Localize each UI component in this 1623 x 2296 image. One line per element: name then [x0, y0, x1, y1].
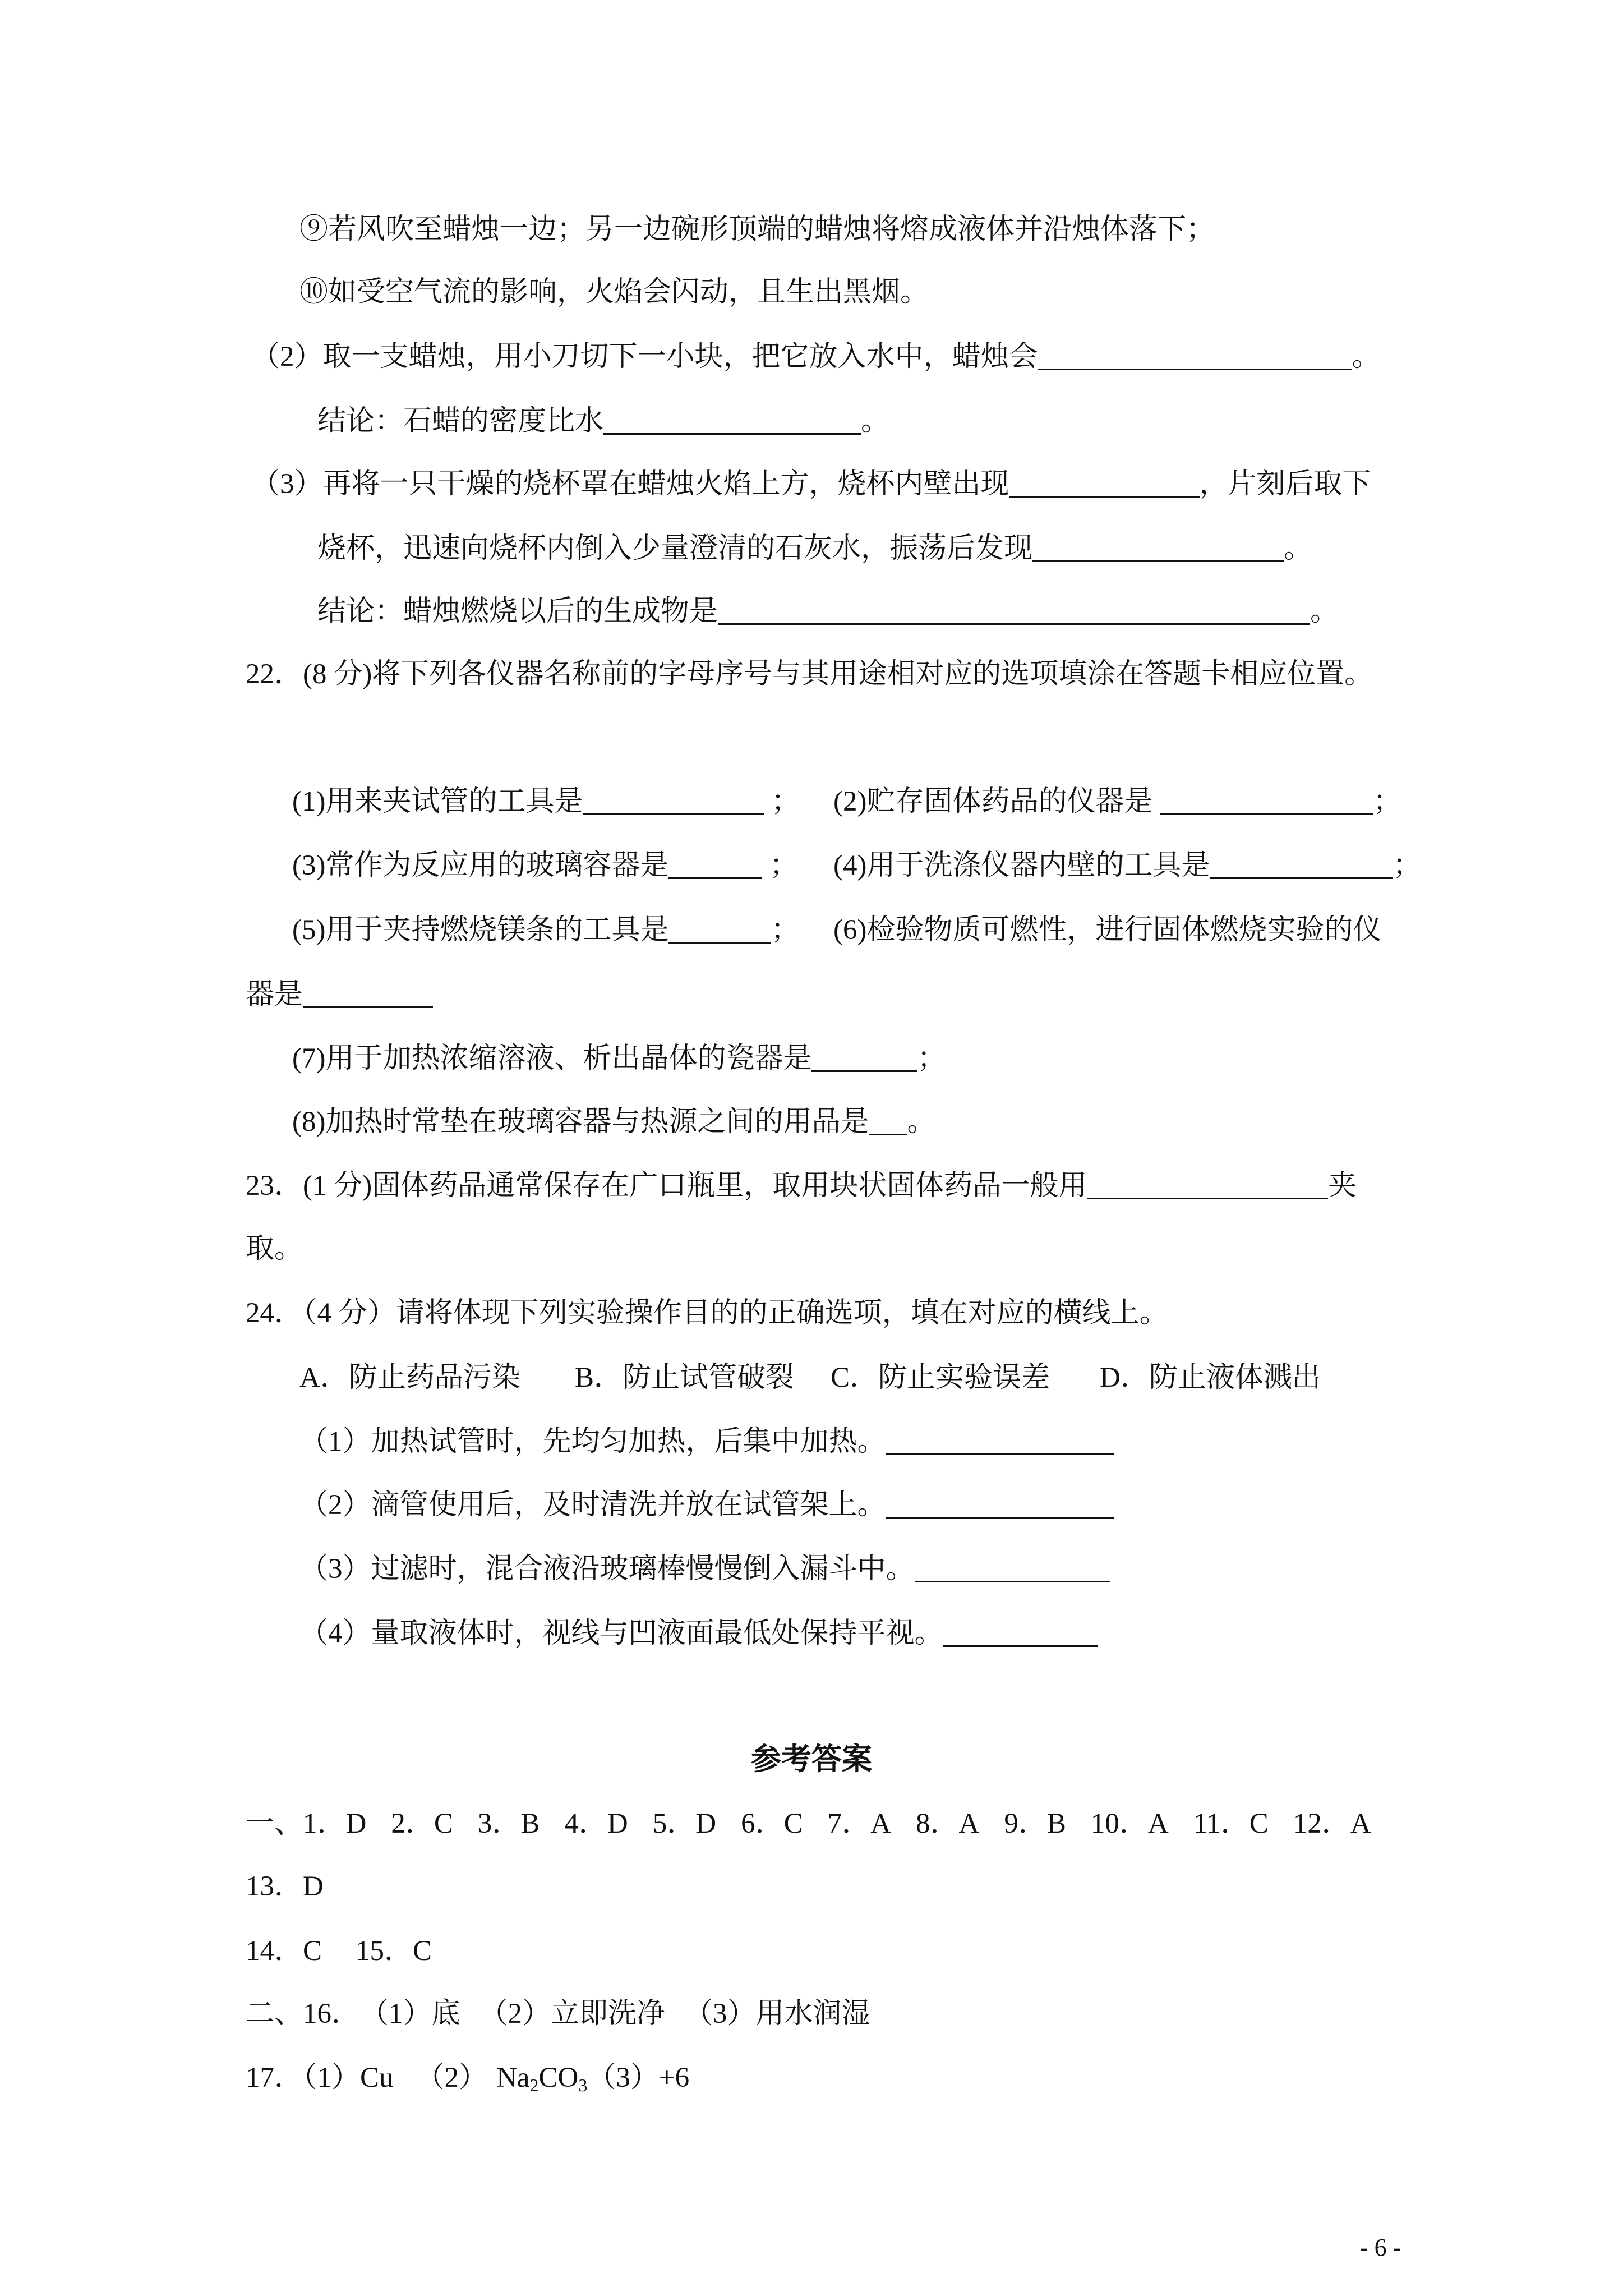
answers-q17	[246, 2061, 689, 2095]
chemical-formula	[496, 2062, 587, 2093]
q23-wrap: 取。	[246, 1233, 303, 1264]
answer-item: （1）Cu	[303, 2062, 394, 2093]
q17-label: 17．	[246, 2062, 303, 2093]
answer-blank	[668, 916, 771, 944]
q24-item-4-text: （4）量取液体时，视线与凹液面最低处保持平视。	[299, 1618, 943, 1649]
punctuation: ；	[1393, 850, 1422, 881]
answer-item: 4．D	[564, 1808, 628, 1839]
q22-item-8-text: (8)加热时常垫在玻璃容器与热源之间的用品是	[292, 1106, 869, 1138]
punctuation: ；	[917, 1043, 946, 1074]
q24-option-c: C．防止实验误差	[831, 1362, 1050, 1393]
q21-part3-continuation: 烧杯，迅速向烧杯内倒入少量澄清的石灰水，振荡后发现	[317, 533, 1033, 564]
answers-section-2	[246, 1997, 870, 2031]
answer-item: （3）+6	[587, 2062, 690, 2093]
q21-part3-conclusion-line	[317, 595, 1339, 628]
q21-part3-continuation-line	[317, 532, 1312, 565]
q24-option-b: B．防止试管破裂	[575, 1362, 795, 1393]
q21-part3-line	[251, 467, 1371, 501]
punctuation: ；	[764, 786, 800, 817]
answer-blank	[1009, 470, 1200, 498]
formula-subscript: 3	[578, 2075, 588, 2095]
answer-item: 8．A	[915, 1808, 980, 1839]
q21-part2-line	[251, 340, 1381, 374]
answer-blank	[1087, 1172, 1328, 1199]
q24-item-3-text: （3）过滤时，混合液沿玻璃棒慢慢倒入漏斗中。	[299, 1553, 915, 1585]
answer-item: （1）底	[360, 1998, 460, 2030]
q22-item-6-wrap-text: 器是	[246, 979, 303, 1010]
q22-item-8	[292, 1105, 936, 1139]
answer-blank	[886, 1428, 1114, 1455]
answer-blank	[1038, 343, 1352, 370]
q22-item-3-text: (3)常作为反应用的玻璃容器是	[292, 850, 669, 881]
q22-item-1-text: (1)用来夹试管的工具是	[292, 786, 583, 817]
q21-observation-10: ⑩如受空气流的影响，火焰会闪动，且生出黑烟。	[299, 277, 929, 308]
q21-part2-conclusion-line	[317, 404, 889, 438]
q22-item-6-wrap	[246, 978, 433, 1011]
punctuation: 。	[1284, 533, 1313, 564]
q21-observation-9: ⑨若风吹至蜡烛一边；另一边碗形顶端的蜡烛将熔成液体并沿烛体落下；	[299, 214, 1215, 245]
answers-line-3	[246, 1934, 432, 1968]
q21-part3-mid: ，片刻后取下	[1199, 468, 1371, 500]
q24-item-2	[299, 1488, 1114, 1522]
answer-item: 7．A	[827, 1808, 891, 1839]
punctuation: 。	[1310, 596, 1339, 627]
q22-item-7	[292, 1042, 946, 1075]
answer-blank	[811, 1045, 917, 1072]
formula-subscript: 2	[529, 2075, 539, 2095]
q22-stem: 22．(8 分)将下列各仪器名称前的字母序号与其用途相对应的选项填涂在答题卡相应位置。	[246, 659, 1373, 690]
answer-blank	[1160, 788, 1373, 815]
punctuation: 。	[861, 406, 890, 437]
q22-item-4	[833, 849, 1421, 882]
q24-item-1	[299, 1425, 1114, 1458]
q22-item-4-text: (4)用于洗涤仪器内壁的工具是	[833, 850, 1210, 881]
q22-item-3	[292, 849, 798, 882]
answer-blank	[1032, 535, 1284, 562]
page-number: - 6 -	[1360, 2234, 1401, 2261]
answer-blank	[886, 1491, 1114, 1519]
q24-stem: 24．（4 分）请将体现下列实验操作目的的正确选项，填在对应的横线上。	[246, 1297, 1168, 1329]
q23-line	[246, 1169, 1357, 1203]
q22-item-6: (6)检验物质可燃性，进行固体燃烧实验的仪	[833, 914, 1382, 946]
answer-item: 14．C	[246, 1935, 322, 1967]
punctuation: 。	[907, 1106, 936, 1138]
answer-item: 9．B	[1004, 1808, 1066, 1839]
answer-item: 12．A	[1293, 1808, 1371, 1839]
answer-item: （2）	[416, 2062, 488, 2093]
q22-item-2-text: (2)贮存固体药品的仪器是	[833, 786, 1160, 817]
q24-option-d: D．防止液体溅出	[1100, 1362, 1321, 1393]
answer-blank	[583, 788, 764, 815]
answer-item: 13．D	[246, 1871, 324, 1902]
answer-item: 5．D	[652, 1808, 717, 1839]
answer-blank	[303, 981, 433, 1008]
answer-item: 1．D	[303, 1808, 367, 1839]
answer-blank	[668, 852, 762, 879]
q21-part2-conclusion: 结论：石蜡的密度比水	[317, 406, 604, 437]
answers-title: 参考答案	[751, 1742, 872, 1776]
q24-option-a: A．防止药品污染	[299, 1362, 520, 1393]
answer-item: （2）立即洗净	[479, 1998, 666, 2030]
answer-blank	[1210, 852, 1393, 879]
punctuation: ；	[771, 914, 800, 946]
answer-blank	[869, 1108, 907, 1135]
punctuation: ；	[1373, 786, 1402, 817]
answer-item: 11．C	[1193, 1808, 1269, 1839]
answer-item: 3．B	[477, 1808, 540, 1839]
answer-item: （3）用水润湿	[684, 1998, 870, 2030]
q23-text: 23．(1 分)固体药品通常保存在广口瓶里，取用块状固体药品一般用	[246, 1170, 1087, 1202]
formula-part: CO	[538, 2062, 579, 2093]
answer-item: 2．C	[391, 1808, 453, 1839]
q21-part2-prompt: （2）取一支蜡烛，用小刀切下一小块，把它放入水中，蜡烛会	[251, 341, 1038, 372]
q24-item-1-text: （1）加热试管时，先均匀加热，后集中加热。	[299, 1426, 886, 1457]
q22-item-5	[292, 913, 799, 947]
answer-blank	[915, 1555, 1110, 1582]
section-2-label: 二、16．	[246, 1998, 361, 2030]
q24-item-3	[299, 1552, 1110, 1586]
answer-blank	[603, 407, 861, 435]
answer-item: 15．C	[356, 1935, 432, 1967]
q23-end: 夹	[1328, 1170, 1357, 1202]
punctuation: ；	[762, 850, 799, 881]
punctuation: 。	[1352, 341, 1381, 372]
q22-item-7-text: (7)用于加热浓缩溶液、析出晶体的瓷器是	[292, 1043, 812, 1074]
section-1-label: 一、	[246, 1808, 303, 1839]
answers-section-1	[246, 1807, 1371, 1841]
q21-part3-prompt: （3）再将一只干燥的烧杯罩在蜡烛火焰上方，烧杯内壁出现	[251, 468, 1009, 500]
q21-part3-conclusion: 结论：蜡烛燃烧以后的生成物是	[317, 596, 718, 627]
q22-item-2	[833, 785, 1401, 818]
q24-item-2-text: （2）滴管使用后，及时清洗并放在试管架上。	[299, 1489, 886, 1521]
answer-blank	[718, 597, 1310, 625]
q24-item-4	[299, 1617, 1098, 1650]
answer-item: 10．A	[1090, 1808, 1169, 1839]
q22-item-1	[292, 785, 800, 818]
formula-part: Na	[496, 2062, 530, 2093]
answer-blank	[943, 1619, 1098, 1647]
answer-item: 6．C	[741, 1808, 803, 1839]
q22-item-5-text: (5)用于夹持燃烧镁条的工具是	[292, 914, 669, 946]
